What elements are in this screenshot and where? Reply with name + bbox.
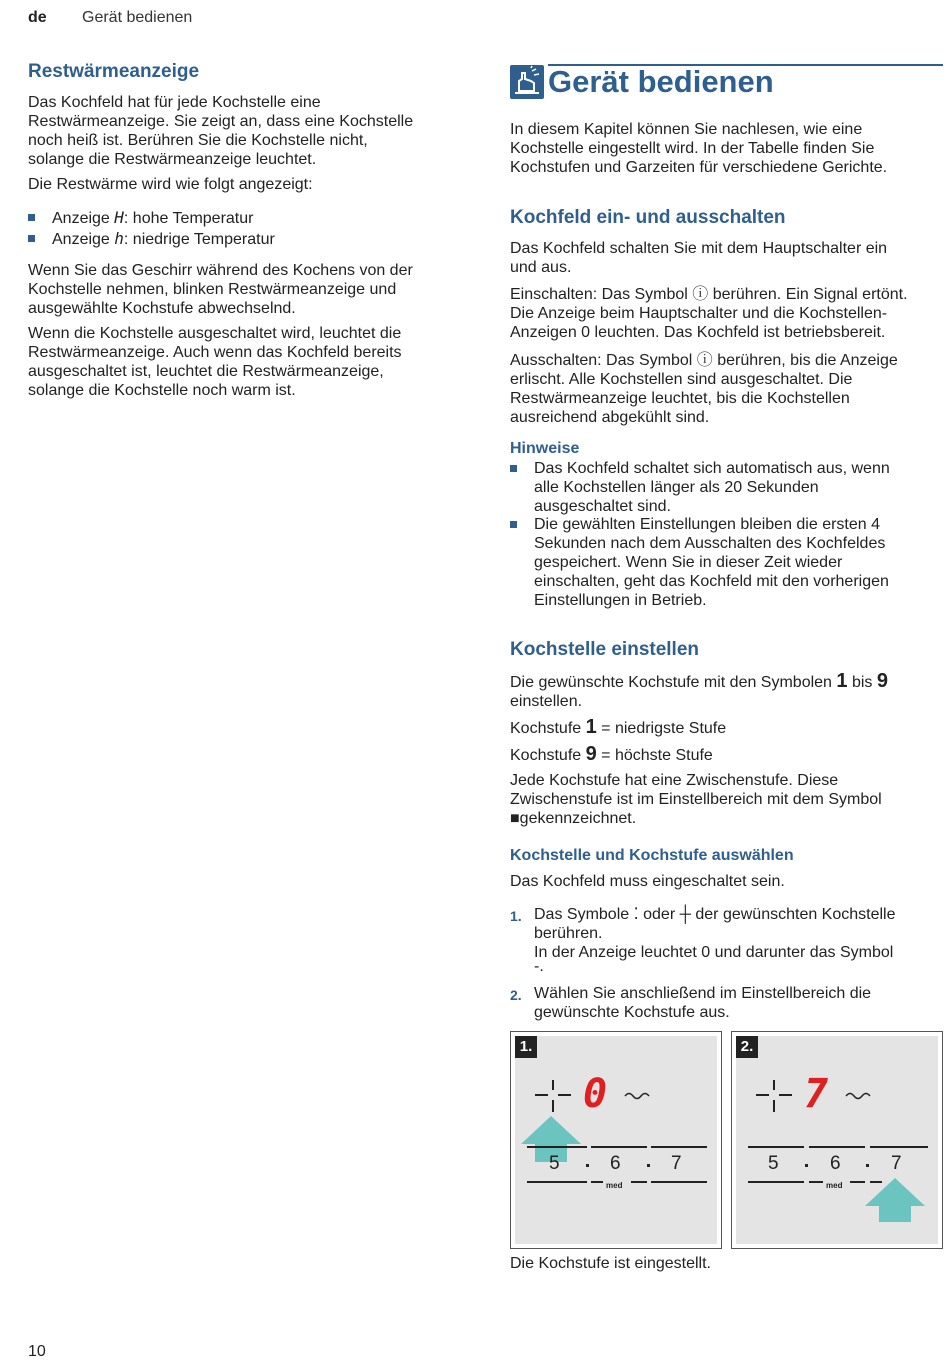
text-line: Das Kochfeld hat für jede Kochstelle eine — [28, 94, 321, 111]
bullet-text: Anzeige — [52, 231, 115, 248]
level-7: 7 — [891, 1153, 902, 1174]
figure-label: 2. — [736, 1036, 758, 1058]
med-label: med — [826, 1181, 843, 1190]
text-line: erlischt. Alle Kochstellen sind ausgeschaltet. Die — [510, 371, 853, 388]
text-line: gewünschte Kochstufe aus. — [534, 1004, 730, 1021]
text-line: Kochstelle eingestellt wird. In der Tabelle finden Sie — [510, 140, 875, 157]
step-number: 2. — [510, 987, 522, 1003]
arrow-up-icon — [865, 1178, 925, 1222]
paragraph-main-switch — [510, 239, 887, 277]
notes-title: Hinweise — [510, 440, 580, 457]
digit-display: 0 — [583, 1071, 608, 1117]
bullet-text: : hohe Temperatur — [123, 210, 254, 227]
section-title-set-zone: Kochstelle einstellen — [510, 639, 700, 660]
level-1-symbol: 1 — [836, 670, 848, 692]
level-6: 6 — [610, 1153, 621, 1174]
header-section-title: Gerät bedienen — [82, 9, 193, 26]
text-line: -. — [534, 958, 544, 975]
page-number: 10 — [28, 1343, 46, 1360]
text-line: Jede Kochstufe hat eine Zwischenstufe. Diese — [510, 772, 839, 789]
zone-select-icon — [756, 1080, 792, 1112]
text-line: solange die Kochstelle noch warm ist. — [28, 382, 296, 399]
intermediate-dot — [866, 1164, 869, 1167]
scale-line — [591, 1181, 603, 1183]
text-line: Restwärmeanzeige. Sie zeigt an, dass eine Kochstelle — [28, 113, 414, 130]
text-line: solange die Restwärmeanzeige leuchtet. — [28, 151, 317, 168]
step-number: 1. — [510, 908, 522, 924]
text-line: berühren. — [534, 925, 603, 942]
text-span: Die gewünschte Kochstufe mit den Symbolen — [510, 674, 837, 691]
text-line: Einschalten: Das Symbol ⓘ berühren. Ein Signal ertönt. — [510, 286, 908, 303]
figure-label: 1. — [515, 1036, 537, 1058]
language-code: de — [28, 9, 47, 26]
text-line: In diesem Kapitel können Sie nachlesen, wie eine — [510, 121, 863, 138]
paragraph-switch-off — [510, 351, 898, 427]
step-2-text — [534, 984, 871, 1022]
text-line: Die gewählten Einstellungen bleiben die ersten 4 — [534, 516, 881, 533]
scale-line — [850, 1181, 865, 1183]
figure-step-2 — [731, 1031, 943, 1249]
paragraph-off — [28, 324, 402, 400]
text-line: Das Kochfeld schalten Sie mit dem Hauptschalter ein — [510, 240, 888, 257]
text-line: ausreichend abgekühlt sind. — [510, 409, 710, 426]
cooktop-display-illustration — [511, 1032, 723, 1250]
text-line: Einstellungen in Betrieb. — [534, 592, 707, 609]
bullet-text: : niedrige Temperatur — [123, 231, 275, 248]
note-auto-off — [534, 459, 890, 516]
scale-line — [651, 1146, 707, 1148]
bullet-high-temp — [52, 208, 253, 228]
bullet-marker — [28, 235, 35, 242]
med-label: med — [606, 1181, 623, 1190]
level-5: 5 — [549, 1153, 560, 1174]
level-9-symbol: 9 — [876, 670, 888, 692]
display-symbol-high: H — [114, 208, 124, 227]
cooktop-display-illustration — [732, 1032, 944, 1250]
text-line: einschalten, geht das Kochfeld mit den vorherigen — [534, 573, 889, 590]
paragraph-switch-on — [510, 285, 908, 342]
text-line: Sekunden nach dem Ausschalten des Kochfeldes — [534, 535, 886, 552]
note-settings-saved — [534, 515, 889, 610]
wifi-hob-icon — [846, 1094, 870, 1099]
scale-line — [748, 1146, 804, 1148]
section-title-restwaerme: Restwärmeanzeige — [28, 61, 200, 82]
bullet-low-temp — [52, 229, 275, 249]
text-line: ausgeschaltet ist, leuchtet die Restwärmeanzeige, — [28, 363, 384, 380]
text-line: noch heiß ist. Berühren Sie die Kochstelle nicht, — [28, 132, 368, 149]
step-1-text — [534, 905, 896, 975]
text-line: Kochstelle nehmen, blinken Restwärmeanzeige und — [28, 281, 397, 298]
text-line: Das Kochfeld schaltet sich automatisch aus, wenn — [534, 460, 890, 477]
text-span: Kochstufe — [510, 720, 586, 737]
chapter-title: Gerät bedienen — [548, 64, 774, 99]
text-line: Anzeigen 0 leuchten. Das Kochfeld ist betriebsbereit. — [510, 324, 886, 341]
chapter-intro — [510, 120, 887, 177]
scale-line — [651, 1181, 707, 1183]
text-line: ausgeschaltet sind. — [534, 498, 671, 515]
text-line: Die Anzeige beim Hauptschalter und die Kochstellen- — [510, 305, 888, 322]
text-line: einstellen. — [510, 693, 583, 710]
hand-touch-icon — [510, 65, 544, 99]
text-span: bis — [847, 674, 877, 691]
bullet-marker — [510, 521, 517, 528]
level-9-symbol: 9 — [585, 743, 597, 765]
digit-display: 7 — [804, 1071, 829, 1117]
text-span: = höchste Stufe — [596, 747, 713, 764]
scale-line — [809, 1181, 823, 1183]
zone-select-icon — [535, 1080, 571, 1112]
paragraph-blink — [28, 261, 413, 318]
figure-step-1 — [510, 1031, 722, 1249]
paragraph-restwaerme-display: Die Restwärme wird wie folgt angezeigt: — [28, 176, 313, 193]
scale-line — [809, 1146, 865, 1148]
scale-line — [870, 1181, 882, 1183]
text-line: ausgewählte Kochstufe abwechselnd. — [28, 300, 296, 317]
section-title-onoff: Kochfeld ein- und ausschalten — [510, 207, 786, 228]
paragraph-max-level — [510, 745, 713, 765]
subsection-title-select: Kochstelle und Kochstufe auswählen — [510, 847, 794, 864]
wifi-hob-icon — [625, 1094, 649, 1099]
text-line: ■gekennzeichnet. — [510, 810, 637, 827]
text-line: Ausschalten: Das Symbol ⓘ berühren, bis die Anzeige — [510, 352, 898, 369]
text-line: Wählen Sie anschließend im Einstellbereich die — [534, 985, 872, 1002]
text-line: Wenn Sie das Geschirr während des Kochens von der — [28, 262, 413, 279]
text-line: Wenn die Kochstelle ausgeschaltet wird, leuchtet die — [28, 325, 402, 342]
level-1-symbol: 1 — [585, 716, 597, 738]
intermediate-dot — [805, 1164, 808, 1167]
text-line: In der Anzeige leuchtet 0 und darunter das Symbol — [534, 944, 894, 961]
text-line: gespeichert. Wenn Sie in dieser Zeit wieder — [534, 554, 843, 571]
paragraph-min-level — [510, 718, 726, 738]
intermediate-dot — [586, 1164, 589, 1167]
paragraph-restwaerme-intro — [28, 93, 413, 169]
paragraph-set-level — [510, 672, 888, 711]
scale-line — [748, 1181, 804, 1183]
bullet-marker — [28, 214, 35, 221]
text-line: Restwärmeanzeige leuchtet, bis die Kochstellen — [510, 390, 850, 407]
text-line: Zwischenstufe ist im Einstellbereich mit dem Symbol — [510, 791, 882, 808]
level-5: 5 — [768, 1153, 779, 1174]
paragraph-intermediate — [510, 771, 882, 828]
text-line: und aus. — [510, 259, 572, 276]
scale-line — [527, 1181, 587, 1183]
scale-line — [527, 1146, 587, 1148]
text-line: Restwärmeanzeige. Auch wenn das Kochfeld bereits — [28, 344, 402, 361]
text-span: = niedrigste Stufe — [596, 720, 727, 737]
figure-caption: Die Kochstufe ist eingestellt. — [510, 1255, 711, 1272]
scale-line — [870, 1146, 928, 1148]
level-7: 7 — [671, 1153, 682, 1174]
text-line: Kochstufen und Garzeiten für verschiedene Gerichte. — [510, 159, 888, 176]
scale-line — [631, 1181, 647, 1183]
scale-line — [591, 1146, 647, 1148]
display-symbol-low: h — [114, 229, 124, 248]
text-line: Das Symbole ⁚ oder ┼ der gewünschten Kochstelle — [534, 906, 896, 923]
level-6: 6 — [830, 1153, 841, 1174]
intermediate-dot — [647, 1164, 650, 1167]
text-span: Kochstufe — [510, 747, 586, 764]
bullet-marker — [510, 465, 517, 472]
bullet-text: Anzeige — [52, 210, 115, 227]
paragraph-must-be-on: Das Kochfeld muss eingeschaltet sein. — [510, 873, 785, 890]
text-line: alle Kochstellen länger als 20 Sekunden — [534, 479, 819, 496]
